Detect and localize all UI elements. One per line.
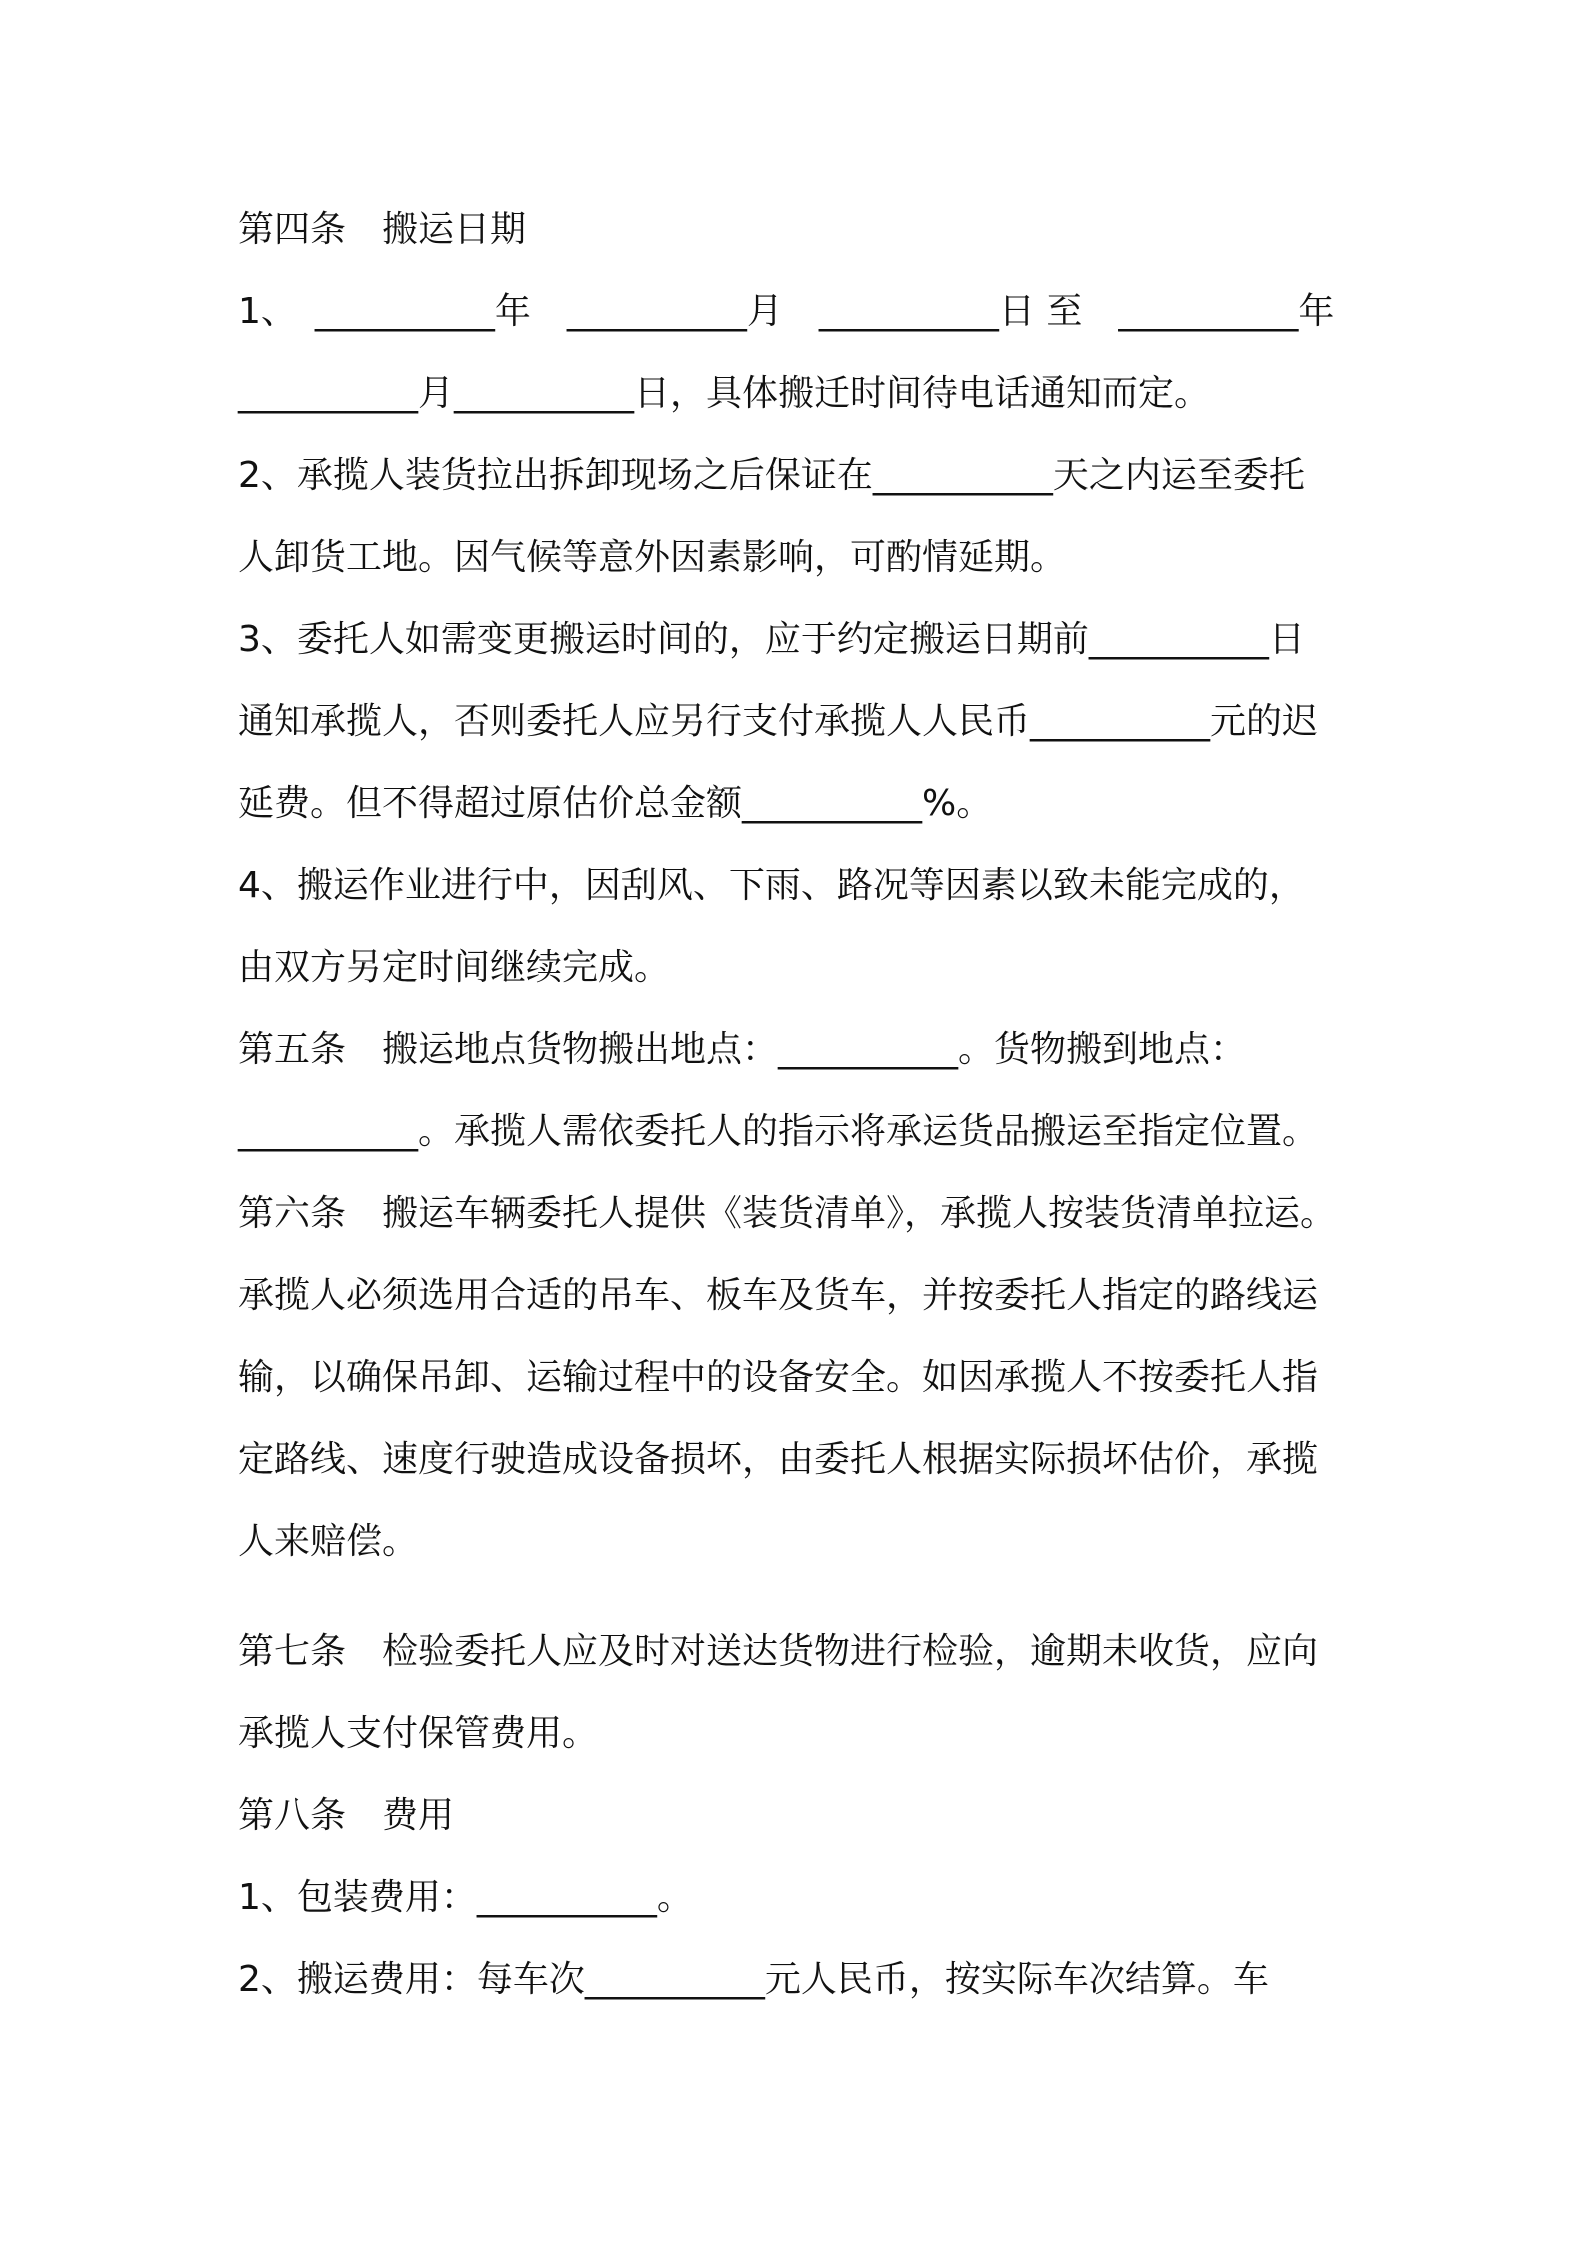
article-5-line-1: 第五条 搬运地点货物搬出地点：__________。货物搬到地点： — [238, 1029, 1247, 1070]
article-8-heading: 第八条 费用 — [238, 1795, 455, 1836]
article-4-clause-3-line-2: 通知承揽人，否则委托人应另行支付承揽人人民币__________元的迟 — [238, 701, 1319, 742]
article-6-line-5: 人来赔偿。 — [238, 1521, 419, 1562]
article-4-clause-2-line-1: 2、承揽人装货拉出拆卸现场之后保证在__________天之内运至委托 — [238, 455, 1305, 496]
article-6-line-4: 定路线、速度行驶造成设备损坏，由委托人根据实际损坏估价，承揽 — [238, 1439, 1319, 1480]
article-6-line-1: 第六条 搬运车辆委托人提供《装货清单》，承揽人按装货清单拉运。 — [238, 1193, 1337, 1234]
article-4-clause-3-line-1: 3、委托人如需变更搬运时间的，应于约定搬运日期前__________日 — [238, 619, 1305, 660]
article-6-line-3: 输，以确保吊卸、运输过程中的设备安全。如因承揽人不按委托人指 — [238, 1357, 1319, 1398]
article-6-line-2: 承揽人必须选用合适的吊车、板车及货车，并按委托人指定的路线运 — [238, 1275, 1319, 1316]
article-4-clause-4-line-2: 由双方另定时间继续完成。 — [238, 947, 671, 988]
article-8-clause-2-line-1: 2、搬运费用：每车次__________元人民币，按实际车次结算。车 — [238, 1959, 1269, 2000]
article-4-heading: 第四条 搬运日期 — [238, 209, 527, 250]
article-4-clause-3-line-3: 延费。但不得超过原估价总金额__________%。 — [238, 783, 993, 824]
article-4-clause-1-line-2: __________月__________日，具体搬迁时间待电话通知而定。 — [238, 373, 1211, 414]
article-8-clause-1: 1、包装费用：__________。 — [238, 1877, 693, 1918]
article-4-clause-1-line-1: 1、 __________年 __________月 __________日 至 __________年 — [238, 291, 1335, 332]
article-7-line-1: 第七条 检验委托人应及时对送达货物进行检验，逾期未收货，应向 — [238, 1631, 1319, 1672]
article-5-line-2: __________。承揽人需依委托人的指示将承运货品搬运至指定位置。 — [238, 1111, 1319, 1152]
article-4-clause-4-line-1: 4、搬运作业进行中，因刮风、下雨、路况等因素以致未能完成的， — [238, 865, 1305, 906]
article-7-line-2: 承揽人支付保管费用。 — [238, 1713, 599, 1754]
article-4-clause-2-line-2: 人卸货工地。因气候等意外因素影响，可酌情延期。 — [238, 537, 1067, 578]
